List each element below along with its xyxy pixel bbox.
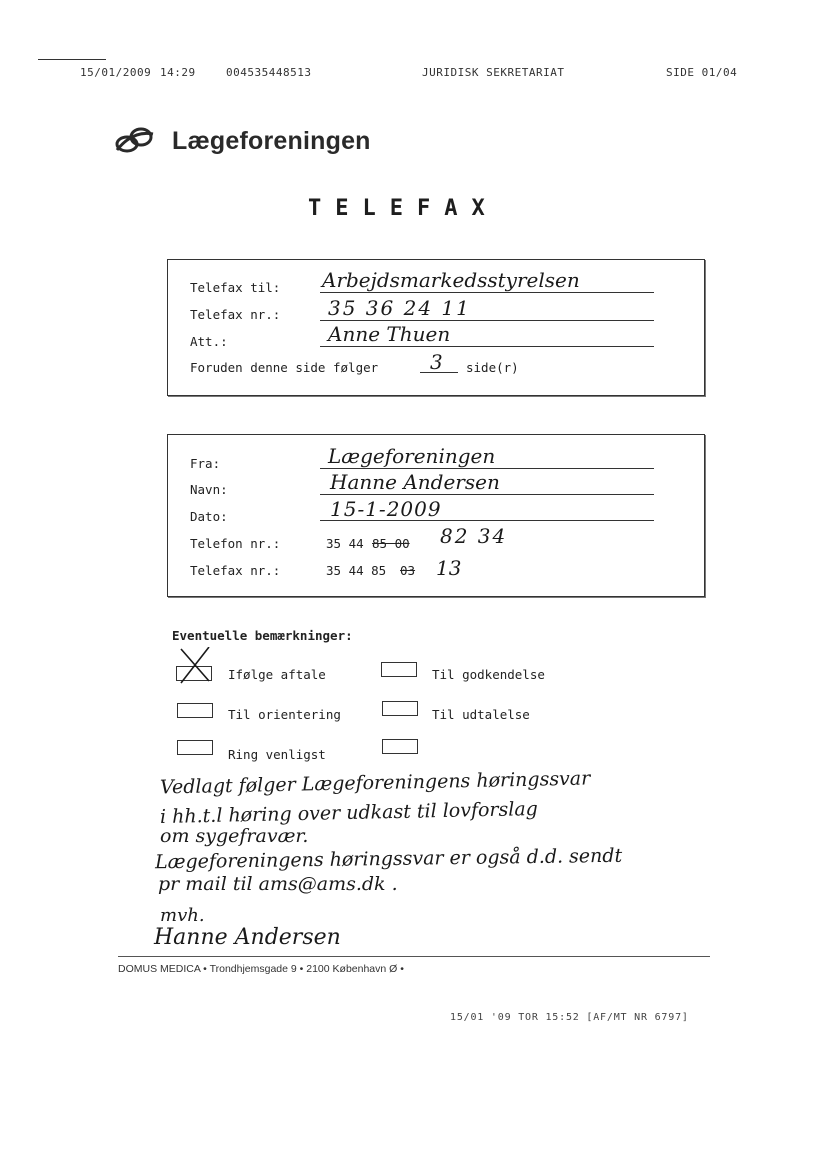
- footer-address: DOMUS MEDICA • Trondhjemsgade 9 • 2100 København Ø •: [118, 963, 404, 975]
- to-underline: [320, 292, 654, 293]
- fax-date: 15/01/2009: [80, 66, 152, 79]
- footer-rule: [118, 956, 710, 957]
- pages-suffix: side(r): [466, 360, 519, 375]
- pages-value: 3: [430, 350, 443, 374]
- option-ifolge-aftale: Ifølge aftale: [228, 667, 326, 682]
- receipt-line: 15/01 '09 TOR 15:52 [AF/MT NR 6797]: [450, 1012, 689, 1023]
- to-value: Arbejdsmarkedsstyrelsen: [322, 268, 580, 292]
- date-value: 15-1-2009: [330, 497, 442, 521]
- to-fax-label: Telefax nr.:: [190, 307, 281, 322]
- checkbox-blank[interactable]: [382, 739, 418, 754]
- checkbox-til-godkendelse[interactable]: [381, 662, 417, 677]
- phone-label: Telefon nr.:: [190, 536, 281, 551]
- from-value: Lægeforeningen: [328, 444, 496, 468]
- fax-page: SIDE 01/04: [666, 66, 738, 79]
- date-label: Dato:: [190, 509, 228, 524]
- note-line-5: pr mail til ams@ams.dk .: [158, 873, 398, 895]
- pages-underline: [420, 372, 458, 373]
- option-til-orientering: Til orientering: [228, 707, 341, 722]
- fax-time: 14:29: [160, 66, 196, 79]
- note-closing: mvh.: [160, 905, 205, 926]
- from-underline: [320, 468, 654, 469]
- checkbox-til-udtalelse[interactable]: [382, 701, 418, 716]
- name-label: Navn:: [190, 482, 228, 497]
- fax-sender: JURIDISK SEKRETARIAT: [422, 66, 565, 79]
- att-label: Att.:: [190, 334, 228, 349]
- remarks-heading: Eventuelle bemærkninger:: [172, 628, 353, 643]
- to-fax-value: 35 36 24 11: [328, 296, 471, 320]
- fax-handwritten: 13: [436, 556, 462, 580]
- note-line-2: i hh.t.l høring over udkast til lovforslag: [159, 798, 539, 828]
- name-underline: [320, 494, 654, 495]
- option-ring-venligst: Ring venligst: [228, 747, 326, 762]
- note-line-1: Vedlagt følger Lægeforeningens høringssvar: [159, 767, 591, 799]
- page-title: TELEFAX: [308, 196, 499, 221]
- option-til-godkendelse: Til godkendelse: [432, 667, 545, 682]
- date-underline: [320, 520, 654, 521]
- phone-prefix: 35 44: [326, 536, 364, 551]
- fax-label: Telefax nr.:: [190, 563, 281, 578]
- checkbox-til-orientering[interactable]: [177, 703, 213, 718]
- fax-number: 004535448513: [226, 66, 312, 79]
- checkbox-ifolge-aftale[interactable]: [176, 666, 212, 681]
- name-value: Hanne Andersen: [330, 470, 500, 494]
- phone-struck: 85 00: [372, 536, 410, 551]
- from-label: Fra:: [190, 456, 221, 471]
- note-line-3: om sygefravær.: [160, 825, 309, 847]
- to-fax-underline: [320, 320, 654, 321]
- phone-handwritten: 82 34: [440, 524, 508, 548]
- option-til-udtalelse: Til udtalelse: [432, 707, 530, 722]
- att-value: Anne Thuen: [328, 322, 451, 346]
- note-line-4: Lægeforeningens høringssvar er også d.d. sendt: [154, 844, 623, 874]
- logo-text: Lægeforeningen: [172, 127, 371, 155]
- fax-prefix: 35 44 85: [326, 563, 387, 578]
- checkbox-ring-venligst[interactable]: [177, 740, 213, 755]
- att-underline: [320, 346, 654, 347]
- signature: Hanne Andersen: [154, 925, 341, 950]
- interlaced-loop-logo-icon: [113, 124, 157, 158]
- checkmark-x-icon: [175, 647, 215, 685]
- header-rule: [38, 59, 106, 60]
- fax-struck: 03: [400, 563, 416, 578]
- pages-prefix: Foruden denne side følger: [190, 360, 379, 375]
- to-label: Telefax til:: [190, 280, 281, 295]
